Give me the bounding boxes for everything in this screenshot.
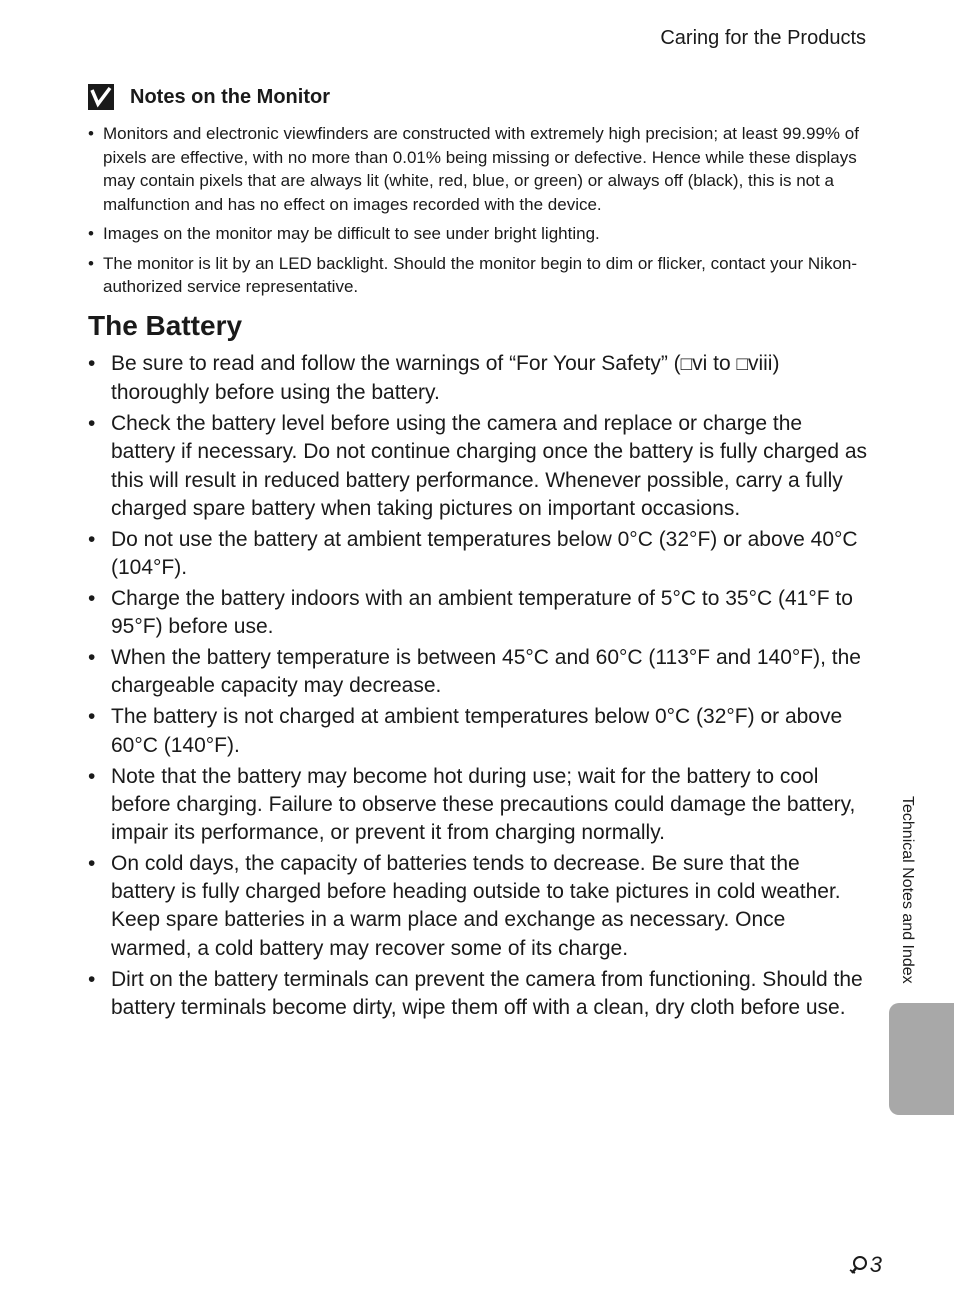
list-item xyxy=(88,350,868,407)
list-item: • Do not use the battery at ambient temperatures below 0°C (32°F) or above 40°C (104°F). xyxy=(88,526,868,582)
notes-list xyxy=(88,122,868,305)
page-number xyxy=(848,1252,882,1278)
list-item: • Check the battery level before using the camera and replace or charge the battery if necessary. Do not continue charging once the battery is fully charged as this will result in reduced battery performance. Whenever possible, carry a fully charged spare battery when taking pictures on important occasions. xyxy=(88,410,868,523)
notes-title: Notes on the Monitor xyxy=(130,85,330,108)
list-item: • Charge the battery indoors with an ambient temperature of 5°C to 35°C (41°F to 95°F) before use. xyxy=(88,585,868,641)
battery-list xyxy=(88,350,868,1025)
list-item: • The monitor is lit by an LED backlight. Should the monitor begin to dim or flicker, contact your Nikon-authorized service representative. xyxy=(88,252,868,299)
checkmark-note-icon xyxy=(88,84,114,110)
list-item: • Dirt on the battery terminals can prevent the camera from functioning. Should the battery terminals become dirty, wipe them off with a clean, dry cloth before use. xyxy=(88,966,868,1022)
side-section-label: Technical Notes and Index xyxy=(899,796,916,984)
list-item: • When the battery temperature is between 45°C and 60°C (113°F and 140°F), the chargeable capacity may decrease. xyxy=(88,644,868,700)
book-ref-icon: □ xyxy=(736,354,748,375)
section-tab[interactable] xyxy=(889,1003,954,1115)
page-number-value: 3 xyxy=(869,1252,882,1277)
list-item: • On cold days, the capacity of batteries tends to decrease. Be sure that the battery is fully charged before heading outside to take pictures in cold weather. Keep spare batteries in a warm place and exchange as necessary. Once warmed, a cold battery may recover some of its charge. xyxy=(88,850,868,963)
list-item: • The battery is not charged at ambient temperatures below 0°C (32°F) or above 60°C (140°F). xyxy=(88,703,868,759)
list-item: • Images on the monitor may be difficult to see under bright lighting. xyxy=(88,222,868,246)
notes-heading xyxy=(88,84,330,110)
running-header: Caring for the Products xyxy=(660,27,866,49)
item-text: Be sure to read and follow the warnings of “For Your Safety” ( xyxy=(111,352,681,375)
list-item: • Note that the battery may become hot during use; wait for the battery to cool before charging. Failure to observe these precautions could damage the battery, impair its performance, or prevent it from charging normally. xyxy=(88,763,868,848)
list-item: • Monitors and electronic viewfinders are constructed with extremely high precision; at least 99.99% of pixels are effective, with no more than 0.01% being missing or defective. Hence while these displays may contain pixels that are always lit (white, red, blue, or green) or always off (black), this is not a malfunction and has no effect on images recorded with the device. xyxy=(88,122,868,216)
technical-notes-icon xyxy=(848,1253,870,1275)
section-title: The Battery xyxy=(88,310,243,341)
page-ref-link[interactable]: viii) thoroughly before using the battery. xyxy=(111,352,780,405)
page-ref-link[interactable]: vi to xyxy=(692,352,737,375)
book-ref-icon: □ xyxy=(680,354,693,375)
